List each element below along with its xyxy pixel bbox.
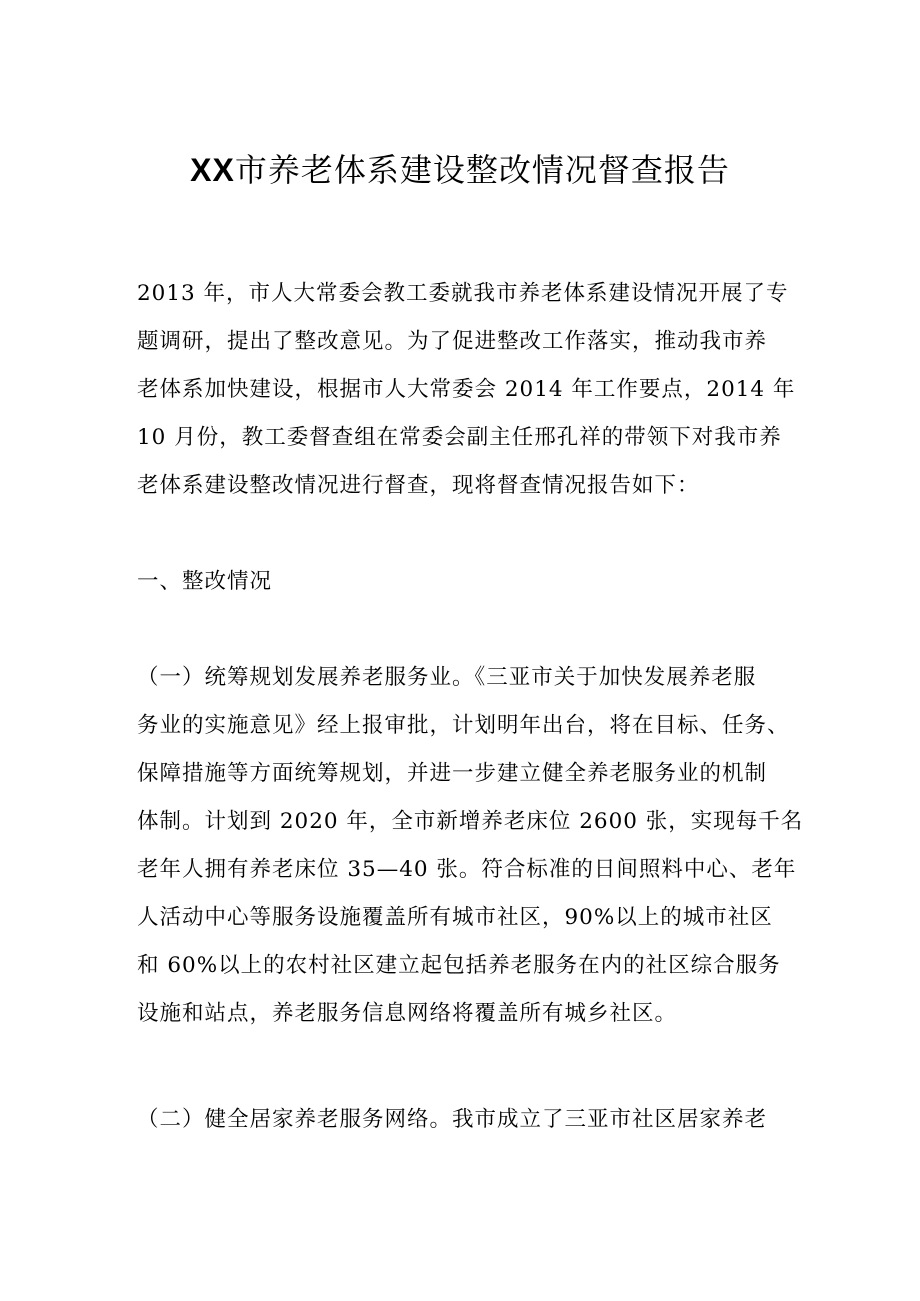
intro-line-3: 老体系加快建设，根据市人大常委会 2014 年工作要点，2014 年 <box>137 377 796 402</box>
para1-line-3: 保障措施等方面统筹规划，并进一步建立健全养老服务业的机制 <box>137 761 768 786</box>
intro-line-5: 老体系建设整改情况进行督查，现将督查情况报告如下： <box>137 473 700 498</box>
para1-line-4: 体制。计划到 2020 年，全市新增养老床位 2600 张，实现每千名 <box>137 809 804 834</box>
para1-line-6: 人活动中心等服务设施覆盖所有城市社区，90%以上的城市社区 <box>137 905 773 930</box>
intro-line-2: 题调研，提出了整改意见。为了促进整改工作落实，推动我市养 <box>137 329 768 354</box>
title-text: 市养老体系建设整改情况督查报告 <box>234 151 730 189</box>
title-prefix: XX <box>190 152 235 188</box>
para1-line-1: （一）统筹规划发展养老服务业。《三亚市关于加快发展养老服 <box>137 665 757 690</box>
document-title <box>0 148 920 192</box>
intro-line-4: 10 月份，教工委督查组在常委会副主任邢孔祥的带领下对我市养 <box>137 425 782 450</box>
intro-line-1: 2013 年，市人大常委会教工委就我市养老体系建设情况开展了专 <box>137 281 789 306</box>
para1-line-2: 务业的实施意见》经上报审批，计划明年出台，将在目标、任务、 <box>137 713 790 738</box>
para1-line-7: 和 60%以上的农村社区建立起包括养老服务在内的社区综合服务 <box>137 953 781 978</box>
section-heading-1: 一、整改情况 <box>137 569 273 594</box>
para1-line-8: 设施和站点，养老服务信息网络将覆盖所有城乡社区。 <box>137 1001 678 1026</box>
para2-line-1: （二）健全居家养老服务网络。我市成立了三亚市社区居家养老 <box>137 1107 768 1132</box>
para1-line-5: 老年人拥有养老床位 35—40 张。符合标准的日间照料中心、老年 <box>137 857 797 882</box>
